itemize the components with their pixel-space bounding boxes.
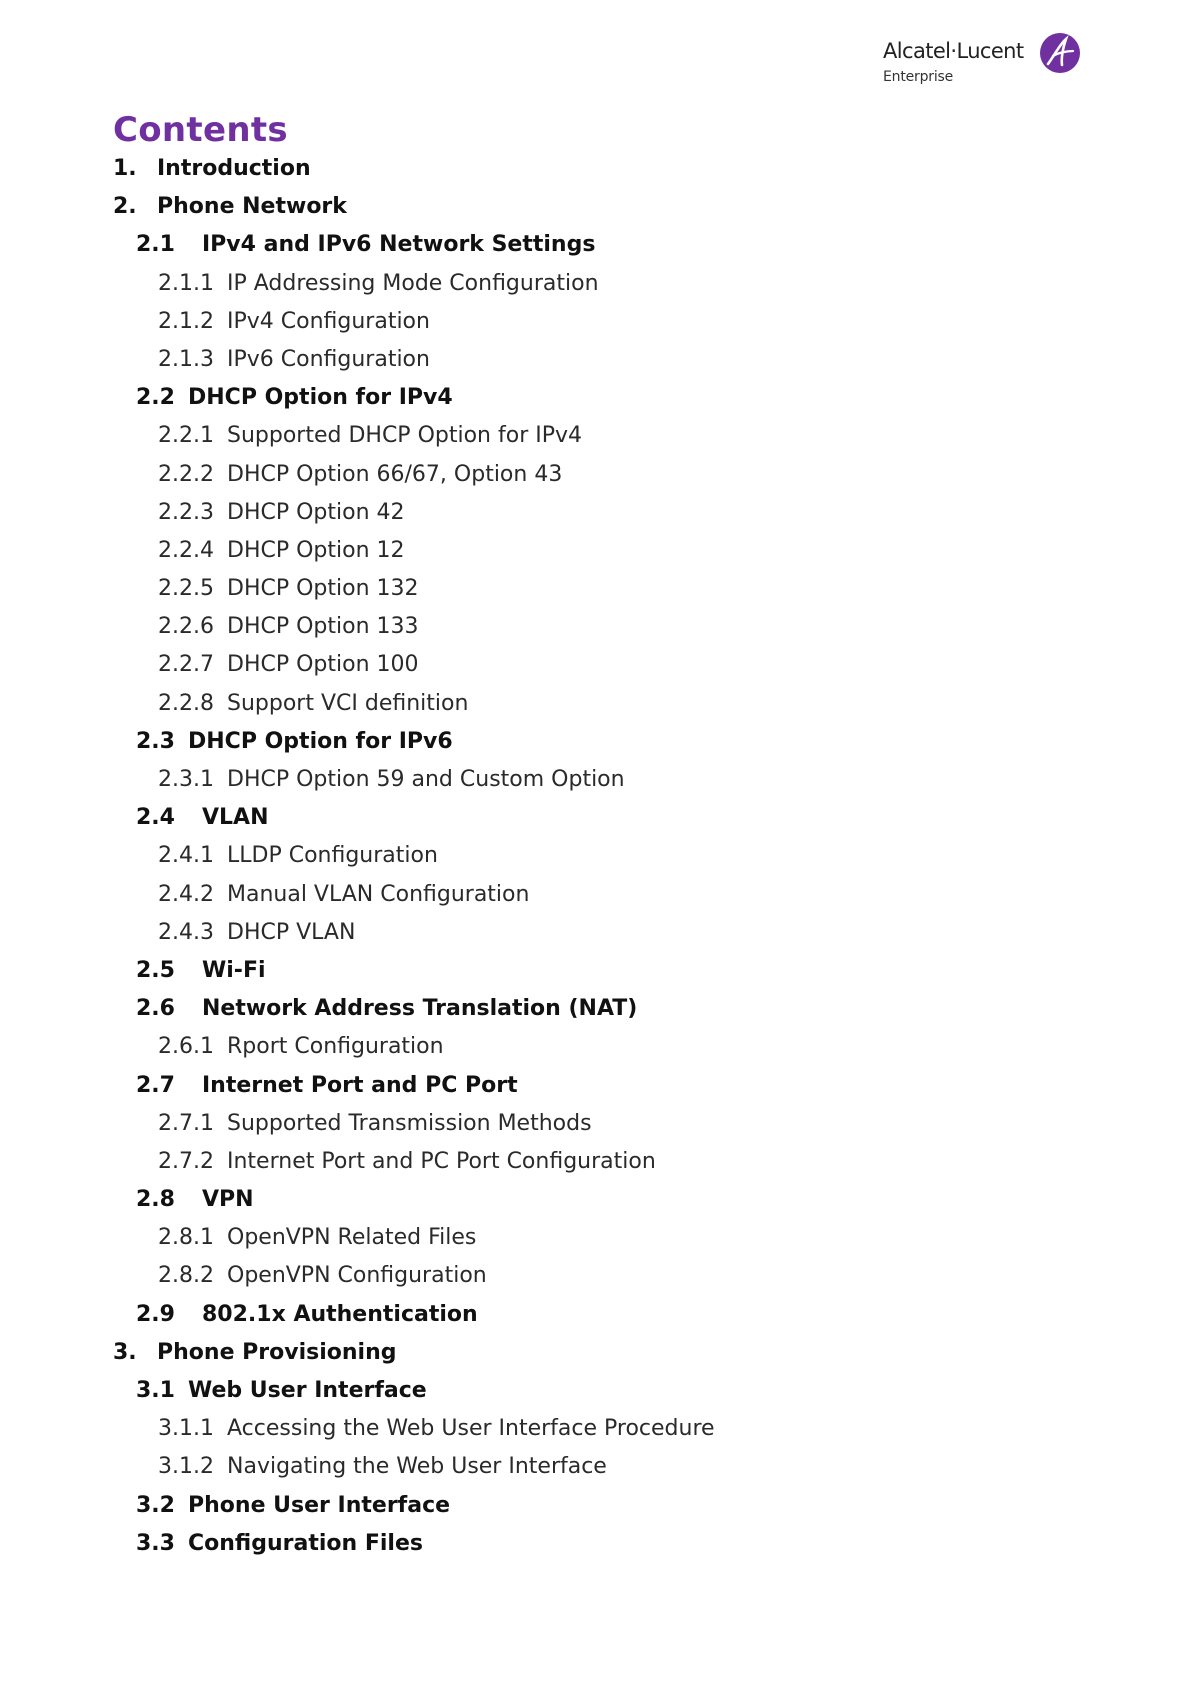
toc-entry-title: Web User Interface (188, 1378, 427, 1403)
toc-entry-title: OpenVPN Related Files (227, 1225, 477, 1251)
toc-entry-number: 2.2.7 (158, 652, 214, 678)
toc-entry-title: DHCP Option 66/67, Option 43 (227, 461, 563, 487)
toc-entry-level-2[interactable] (0, 990, 1191, 1028)
toc-entry-number: 2.7 (136, 1072, 175, 1098)
toc-entry-level-2[interactable] (0, 1487, 1191, 1525)
toc-entry-title: Accessing the Web User Interface Procedure (227, 1416, 715, 1442)
toc-entry-number: 2.1.2 (158, 308, 214, 334)
toc-entry-level-3[interactable] (0, 837, 1191, 875)
toc-entry-level-2[interactable] (0, 799, 1191, 837)
toc-entry-title: DHCP VLAN (227, 919, 356, 945)
toc-entry-number: 2.9 (136, 1301, 175, 1327)
toc-entry-title: Introduction (157, 156, 311, 181)
toc-entry-number: 2.1 (136, 232, 175, 258)
table-of-contents (0, 150, 1191, 1563)
toc-entry-number: 2.2.2 (158, 461, 214, 487)
toc-entry-level-1[interactable] (0, 150, 1191, 188)
toc-entry-title: DHCP Option 42 (227, 499, 405, 525)
toc-entry-level-3[interactable] (0, 761, 1191, 799)
toc-entry-level-2[interactable] (0, 1067, 1191, 1105)
toc-entry-number: 2.1.1 (158, 270, 214, 296)
toc-entry-level-3[interactable] (0, 303, 1191, 341)
toc-entry-level-3[interactable] (0, 1257, 1191, 1295)
logo-name: Alcatel·Lucent (883, 39, 1024, 63)
toc-entry-number: 2.4.3 (158, 919, 214, 945)
toc-entry-level-2[interactable] (0, 379, 1191, 417)
toc-entry-number: 2.3.1 (158, 767, 214, 792)
toc-entry-title: IPv6 Configuration (227, 346, 430, 372)
toc-entry-number: 2.2 (136, 385, 175, 411)
toc-entry-number: 2.8.2 (158, 1263, 214, 1289)
toc-entry-number: 3.3 (136, 1530, 175, 1556)
toc-entry-level-2[interactable] (0, 1181, 1191, 1219)
toc-entry-title: Support VCI definition (227, 690, 469, 716)
toc-entry-number: 2.7.1 (158, 1110, 214, 1136)
toc-entry-number: 2.6.1 (158, 1034, 214, 1060)
toc-entry-title: DHCP Option 12 (227, 537, 405, 563)
toc-entry-number: 2.6 (136, 996, 175, 1022)
toc-entry-title: 802.1x Authentication (202, 1301, 478, 1327)
toc-entry-number: 2.2.4 (158, 537, 214, 563)
toc-entry-level-3[interactable] (0, 265, 1191, 303)
page-title: Contents (113, 110, 288, 150)
toc-entry-number: 2.1.3 (158, 346, 214, 372)
toc-entry-title: IP Addressing Mode Configuration (227, 270, 599, 296)
toc-entry-title: Navigating the Web User Interface (227, 1454, 607, 1480)
toc-entry-level-2[interactable] (0, 952, 1191, 990)
toc-entry-title: OpenVPN Configuration (227, 1263, 487, 1289)
toc-entry-level-3[interactable] (0, 1219, 1191, 1257)
toc-entry-number: 2.7.2 (158, 1148, 214, 1174)
toc-entry-level-2[interactable] (0, 1525, 1191, 1563)
toc-entry-level-3[interactable] (0, 876, 1191, 914)
toc-entry-number: 2.4.1 (158, 843, 214, 869)
toc-entry-title: VPN (202, 1187, 254, 1213)
toc-entry-level-3[interactable] (0, 1028, 1191, 1066)
toc-entry-level-3[interactable] (0, 646, 1191, 684)
toc-entry-title: VLAN (202, 805, 269, 831)
toc-entry-number: 3.1.2 (158, 1454, 214, 1480)
toc-entry-number: 2.2.5 (158, 576, 214, 602)
toc-entry-title: Rport Configuration (227, 1034, 444, 1060)
toc-entry-level-2[interactable] (0, 723, 1191, 761)
toc-entry-level-3[interactable] (0, 685, 1191, 723)
toc-entry-title: DHCP Option for IPv4 (188, 385, 453, 411)
toc-entry-level-3[interactable] (0, 914, 1191, 952)
toc-entry-number: 2.8 (136, 1187, 175, 1213)
toc-entry-title: IPv4 and IPv6 Network Settings (202, 232, 596, 258)
logo-subtitle: Enterprise (883, 69, 954, 85)
toc-entry-number: 3. (113, 1339, 137, 1365)
toc-entry-level-2[interactable] (0, 1372, 1191, 1410)
toc-entry-title: Configuration Files (188, 1530, 423, 1556)
toc-entry-title: Internet Port and PC Port (202, 1072, 518, 1098)
toc-entry-title: DHCP Option 100 (227, 652, 419, 678)
toc-entry-level-3[interactable] (0, 608, 1191, 646)
toc-entry-level-3[interactable] (0, 1105, 1191, 1143)
toc-entry-title: Supported DHCP Option for IPv4 (227, 423, 582, 449)
toc-entry-level-3[interactable] (0, 570, 1191, 608)
toc-entry-number: 2.4 (136, 805, 175, 831)
toc-entry-number: 3.1 (136, 1378, 175, 1403)
toc-entry-level-3[interactable] (0, 1410, 1191, 1448)
company-logo (883, 30, 1093, 90)
toc-entry-title: DHCP Option 59 and Custom Option (227, 767, 625, 792)
toc-entry-level-3[interactable] (0, 417, 1191, 455)
toc-entry-level-2[interactable] (0, 1296, 1191, 1334)
toc-entry-level-3[interactable] (0, 494, 1191, 532)
toc-entry-title: DHCP Option 132 (227, 576, 419, 602)
toc-entry-number: 3.2 (136, 1492, 175, 1518)
toc-entry-title: Phone User Interface (188, 1492, 451, 1518)
toc-entry-level-1[interactable] (0, 188, 1191, 226)
toc-entry-title: Internet Port and PC Port Configuration (227, 1148, 656, 1174)
toc-entry-number: 2.2.6 (158, 614, 214, 640)
toc-entry-level-3[interactable] (0, 532, 1191, 570)
toc-entry-level-3[interactable] (0, 341, 1191, 379)
toc-entry-title: Phone Network (157, 194, 347, 220)
toc-entry-title: LLDP Configuration (227, 843, 438, 869)
toc-entry-number: 2.4.2 (158, 881, 214, 907)
toc-entry-title: IPv4 Configuration (227, 308, 430, 334)
toc-entry-title: DHCP Option for IPv6 (188, 728, 453, 754)
toc-entry-number: 2.8.1 (158, 1225, 214, 1251)
toc-entry-title: Wi-Fi (202, 957, 266, 983)
toc-entry-title: Supported Transmission Methods (227, 1110, 592, 1136)
toc-entry-number: 2.2.1 (158, 423, 214, 449)
toc-entry-title: DHCP Option 133 (227, 614, 419, 640)
toc-entry-title: Phone Provisioning (157, 1339, 397, 1365)
toc-entry-number: 2.3 (136, 728, 175, 754)
toc-entry-title: Manual VLAN Configuration (227, 881, 530, 907)
toc-entry-number: 2.2.8 (158, 690, 214, 716)
toc-entry-level-3[interactable] (0, 456, 1191, 494)
toc-entry-level-3[interactable] (0, 1448, 1191, 1486)
toc-entry-number: 2.5 (136, 957, 175, 983)
toc-entry-number: 1. (113, 156, 137, 181)
alcatel-lucent-logo-icon (1039, 32, 1081, 74)
toc-entry-number: 2. (113, 194, 137, 220)
toc-entry-number: 2.2.3 (158, 499, 214, 525)
toc-entry-number: 3.1.1 (158, 1416, 214, 1442)
toc-entry-level-2[interactable] (0, 226, 1191, 264)
toc-entry-title: Network Address Translation (NAT) (202, 996, 638, 1022)
toc-entry-level-1[interactable] (0, 1334, 1191, 1372)
toc-entry-level-3[interactable] (0, 1143, 1191, 1181)
